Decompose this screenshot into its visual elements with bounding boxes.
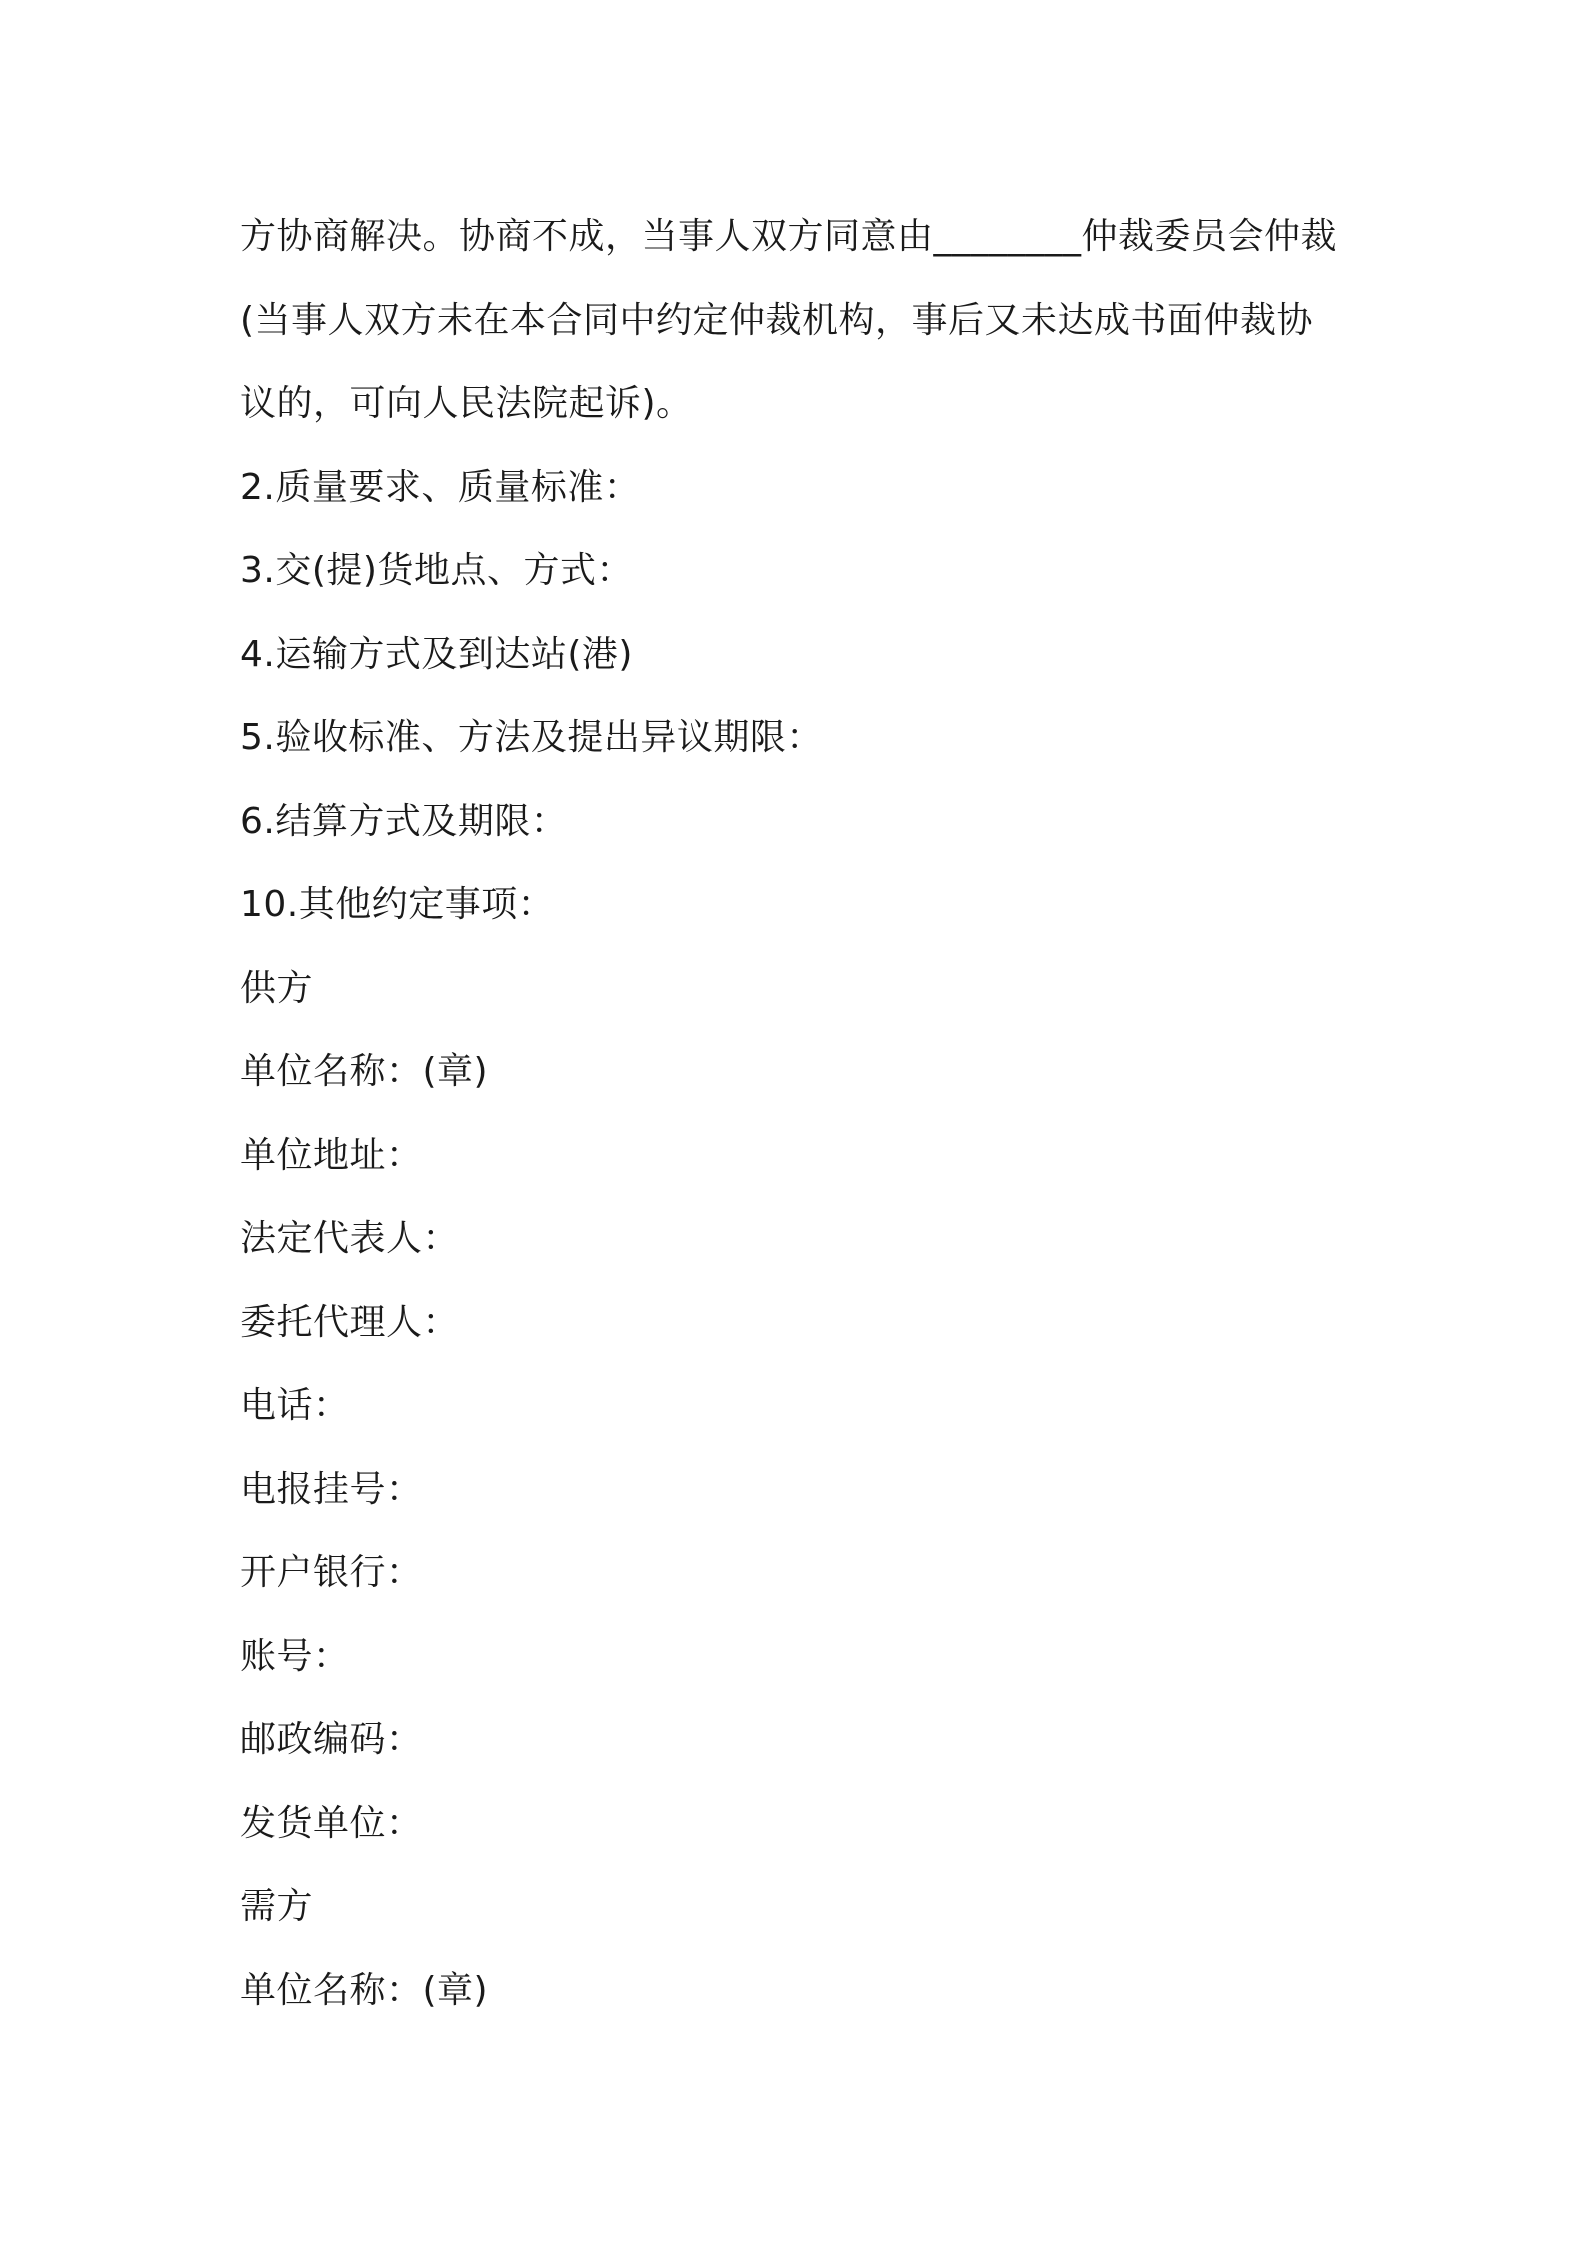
supplier-telegraph-code: 电报挂号：: [240, 1468, 423, 1510]
arbitration-clause-line-1: 方协商解决。协商不成，当事人双方同意由________仲裁委员会仲裁: [240, 216, 1338, 257]
supplier-unit-address: 单位地址：: [240, 1134, 423, 1176]
buyer-unit-name: 单位名称：(章): [240, 1969, 489, 2011]
document-body: [240, 195, 1360, 2032]
supplier-legal-representative: 法定代表人：: [240, 1218, 460, 1259]
supplier-bank: 开户银行：: [240, 1552, 423, 1593]
supplier-authorized-agent: 委托代理人：: [240, 1301, 460, 1343]
supplier-heading: 供方: [240, 967, 314, 1009]
acceptance-standard-item: 5.验收标准、方法及提出异议期限：: [240, 717, 823, 758]
supplier-account-number: 账号：: [240, 1635, 350, 1677]
settlement-method-item: 6.结算方式及期限：: [240, 800, 568, 842]
delivery-location-item: 3.交(提)货地点、方式：: [240, 550, 633, 591]
arbitration-clause-line-3: 议的，可向人民法院起诉)。: [240, 383, 693, 424]
supplier-unit-name: 单位名称：(章): [240, 1051, 489, 1092]
arbitration-clause-line-2: (当事人双方未在本合同中约定仲裁机构，事后又未达成书面仲裁协: [240, 299, 1314, 341]
supplier-postal-code: 邮政编码：: [240, 1719, 423, 1760]
supplier-shipping-unit: 发货单位：: [240, 1802, 423, 1844]
other-terms-item: 10.其他约定事项：: [240, 884, 555, 925]
transport-method-item: 4.运输方式及到达站(港): [240, 633, 633, 675]
supplier-phone: 电话：: [240, 1385, 350, 1426]
quality-requirements-item: 2.质量要求、质量标准：: [240, 466, 641, 508]
buyer-heading: 需方: [240, 1886, 314, 1927]
